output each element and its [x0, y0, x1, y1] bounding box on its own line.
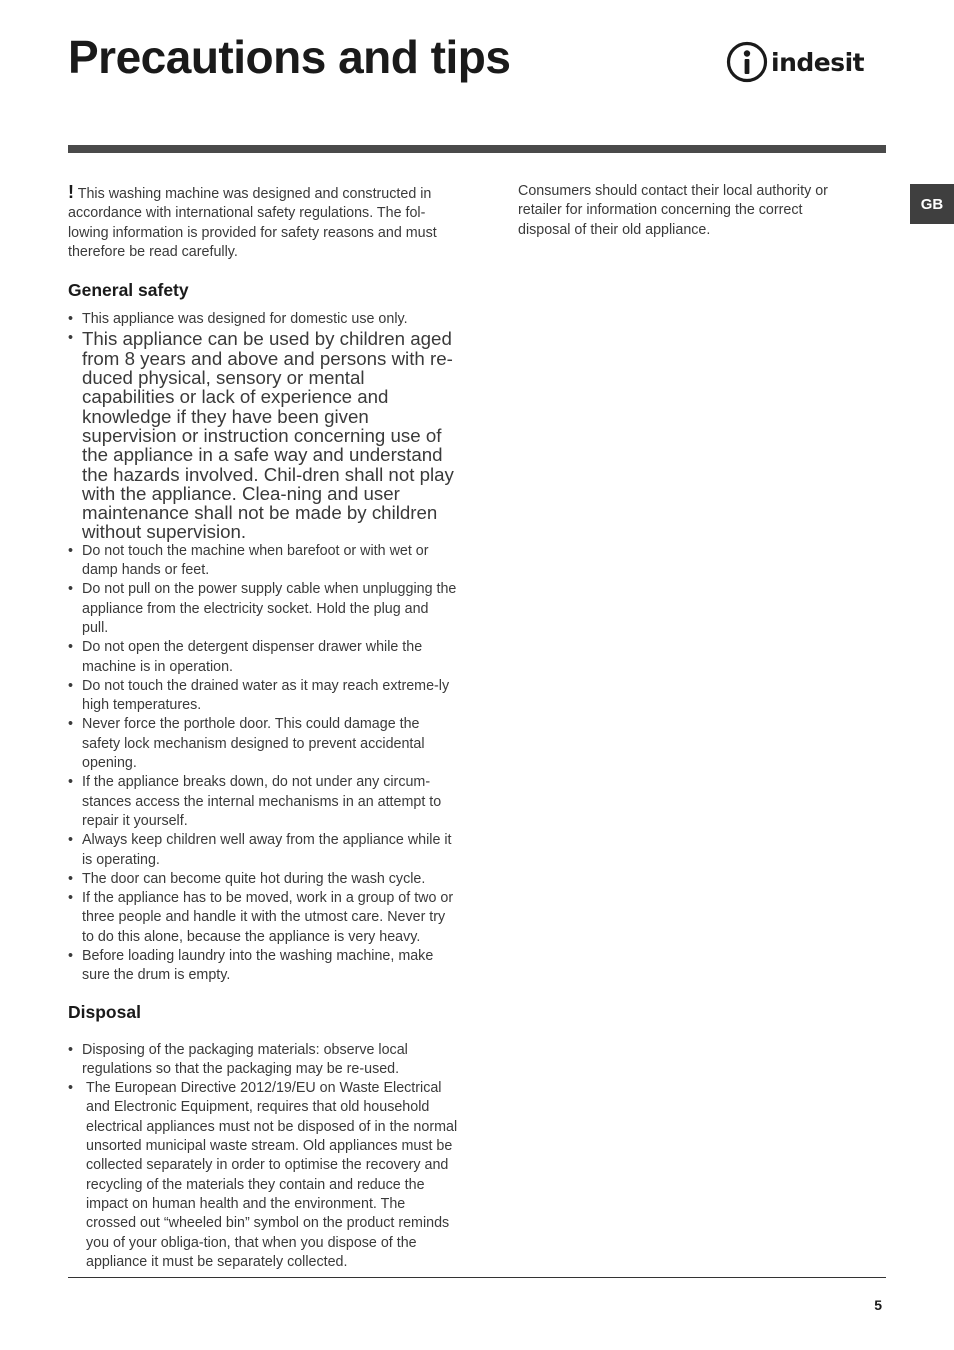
list-item: • The European Directive 2012/19/EU on Waste Electrical and Electronic Equipment, requires that old household electrical appliances must not be disposed of in the normal unsorted municipal waste stream. Old appliances must be collected separately in order to optimise the recovery and recycling of the materials they contain and reduce the impact on human health and the environment. The crossed out “wheeled bin” symbol on the product reminds you of your obliga-tion, that when you dispose of the appliance it must be separately collected.	[68, 1079, 458, 1272]
disposal-heading: Disposal	[68, 1001, 141, 1022]
list-item: • Do not pull on the power supply cable when unplugging the appliance from the electricity socket. Hold the plug and pull.	[68, 580, 458, 638]
list-item: • If the appliance breaks down, do not under any circum-stances access the internal mechanisms in an attempt to repair it yourself.	[68, 773, 458, 831]
brand-wordmark: indesit	[771, 47, 865, 77]
list-item: • Do not touch the drained water as it may reach extreme-ly high temperatures.	[68, 677, 458, 716]
list-item: • This appliance was designed for domestic use only.	[68, 310, 458, 329]
language-tab: GB	[910, 184, 954, 224]
list-item: • The door can become quite hot during the wash cycle.	[68, 870, 458, 889]
footer-rule	[68, 1277, 886, 1278]
list-item: • Never force the porthole door. This could damage the safety lock mechanism designed to prevent accidental opening.	[68, 715, 458, 773]
page-number: 5	[874, 1297, 882, 1313]
warning-mark: !	[68, 182, 74, 202]
list-item: • If the appliance has to be moved, work in a group of two or three people and handle it with the utmost care. Never try to do this alone, because the appliance is very heavy.	[68, 889, 458, 947]
disposal-contact-paragraph: Consumers should contact their local authority or retailer for information concerning the correct disposal of their old appliance.	[518, 183, 828, 238]
intro-text: This washing machine was designed and constructed in accordance with international safety regulations. The fol-lowing information is provided for safety reasons and must therefore be read carefully.	[68, 186, 437, 260]
right-column	[518, 182, 848, 240]
indesit-logo-icon	[726, 41, 768, 83]
list-item: • Before loading laundry into the washing machine, make sure the drum is empty.	[68, 947, 458, 986]
general-safety-list	[68, 310, 458, 985]
header-rule	[68, 145, 886, 153]
list-item: • This appliance can be used by children aged from 8 years and above and persons with re-duced physical, sensory or mental capabilities or lack of experience and knowledge if they have been given supervision or instruction concerning use of the appliance in a safe way and understand the hazards involved. Chil-dren shall not play with the appliance. Clea-ning and user maintenance shall not be made by children without supervision.	[68, 329, 458, 541]
general-safety-heading: General safety	[68, 280, 189, 301]
left-column	[68, 183, 458, 1272]
intro-paragraph	[68, 183, 458, 262]
list-item: • Always keep children well away from the appliance while it is operating.	[68, 831, 458, 870]
disposal-list	[68, 1041, 458, 1273]
list-item: • Do not open the detergent dispenser drawer while the machine is in operation.	[68, 638, 458, 677]
list-item: • Disposing of the packaging materials: observe local regulations so that the packaging may be re-used.	[68, 1041, 458, 1080]
page-title: Precautions and tips	[68, 31, 511, 83]
list-item: • Do not touch the machine when barefoot or with wet or damp hands or feet.	[68, 542, 458, 581]
indesit-logo	[726, 40, 888, 84]
